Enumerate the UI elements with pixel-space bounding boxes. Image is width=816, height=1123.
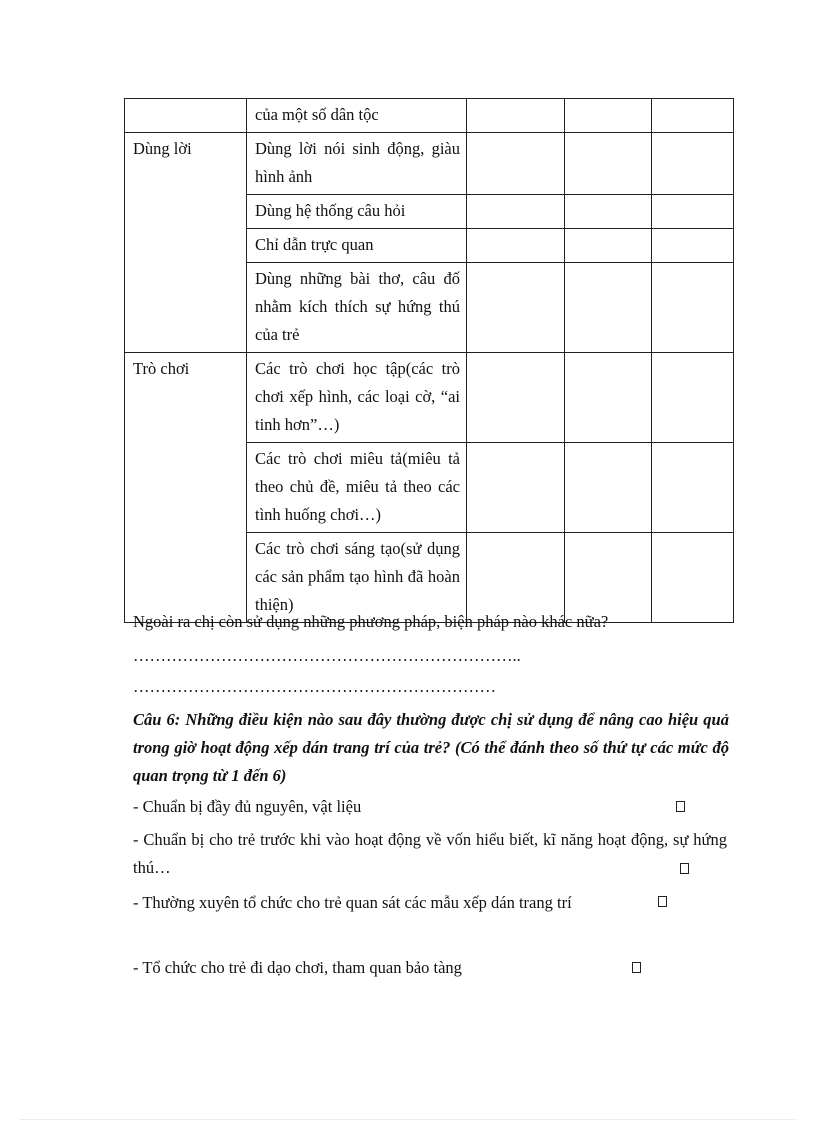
checkbox-option-2[interactable] — [680, 863, 689, 874]
rating-cell[interactable] — [565, 133, 652, 195]
group-cell-tro-choi: Trò chơi — [125, 353, 247, 623]
group-cell — [125, 99, 247, 133]
checkbox-option-4[interactable] — [632, 962, 641, 973]
option-4-text: - Tổ chức cho trẻ đi dạo chơi, tham quan bảo tàng — [133, 958, 462, 977]
rating-cell[interactable] — [652, 353, 734, 443]
option-1-text: - Chuẩn bị đầy đủ nguyên, vật liệu — [133, 797, 362, 816]
rating-cell[interactable] — [652, 195, 734, 229]
group-cell-dung-loi: Dùng lời — [125, 133, 247, 353]
rating-cell[interactable] — [652, 533, 734, 623]
rating-cell[interactable] — [652, 133, 734, 195]
checkbox-option-3[interactable] — [658, 896, 667, 907]
rating-cell[interactable] — [467, 99, 565, 133]
evaluation-table — [124, 98, 734, 623]
option-2-text: - Chuẩn bị cho trẻ trước khi vào hoạt động về vốn hiểu biết, kĩ năng hoạt động, sự hứng thú… — [133, 830, 727, 877]
rating-cell[interactable] — [467, 229, 565, 263]
rating-cell[interactable] — [467, 263, 565, 353]
method-cell: Dùng hệ thống câu hỏi — [247, 195, 467, 229]
rating-cell[interactable] — [652, 263, 734, 353]
method-cell: Các trò chơi miêu tả(miêu tả theo chủ đề, miêu tả theo các tình huống chơi…) — [247, 443, 467, 533]
method-cell: Các trò chơi sáng tạo(sử dụng các sản phẩm tạo hình đã hoàn thiện) — [247, 533, 467, 623]
rating-cell[interactable] — [565, 533, 652, 623]
method-cell: Các trò chơi học tập(các trò chơi xếp hình, các loại cờ, “ai tinh hơn”…) — [247, 353, 467, 443]
rating-cell[interactable] — [565, 99, 652, 133]
checkbox-option-1[interactable] — [676, 801, 685, 812]
rating-cell[interactable] — [467, 443, 565, 533]
table-row — [125, 353, 734, 443]
method-cell: Dùng những bài thơ, câu đố nhằm kích thích sự hứng thú của trẻ — [247, 263, 467, 353]
rating-cell[interactable] — [652, 229, 734, 263]
rating-cell[interactable] — [467, 353, 565, 443]
rating-cell[interactable] — [565, 443, 652, 533]
method-cell: Chỉ dẫn trực quan — [247, 229, 467, 263]
rating-cell[interactable] — [565, 353, 652, 443]
rating-cell[interactable] — [652, 99, 734, 133]
table-row — [125, 99, 734, 133]
table-row — [125, 133, 734, 195]
answer-dotted-line-1[interactable]: …………………………………………………………….. — [133, 646, 521, 665]
rating-cell[interactable] — [467, 533, 565, 623]
rating-cell[interactable] — [652, 443, 734, 533]
rating-cell[interactable] — [565, 195, 652, 229]
method-cell: Dùng lời nói sinh động, giàu hình ảnh — [247, 133, 467, 195]
page-bottom-rule — [20, 1119, 796, 1120]
question-6-title: Câu 6: Những điều kiện nào sau đây thường được chị sử dụng để nâng cao hiệu quả trong giờ hoạt động xếp dán trang trí của trẻ? (Có thể đánh theo số thứ tự các mức độ quan trọng từ 1 đến 6) — [133, 710, 729, 785]
rating-cell[interactable] — [467, 133, 565, 195]
rating-cell[interactable] — [565, 229, 652, 263]
method-cell: của một số dân tộc — [247, 99, 467, 133]
rating-cell[interactable] — [565, 263, 652, 353]
answer-dotted-line-2[interactable]: ………………………………………………………… — [133, 677, 496, 696]
rating-cell[interactable] — [467, 195, 565, 229]
option-3-text: - Thường xuyên tổ chức cho trẻ quan sát các mẫu xếp dán trang trí — [133, 893, 572, 912]
other-methods-question: Ngoài ra chị còn sử dụng những phương pháp, biện pháp nào khác nữa? — [133, 612, 609, 631]
